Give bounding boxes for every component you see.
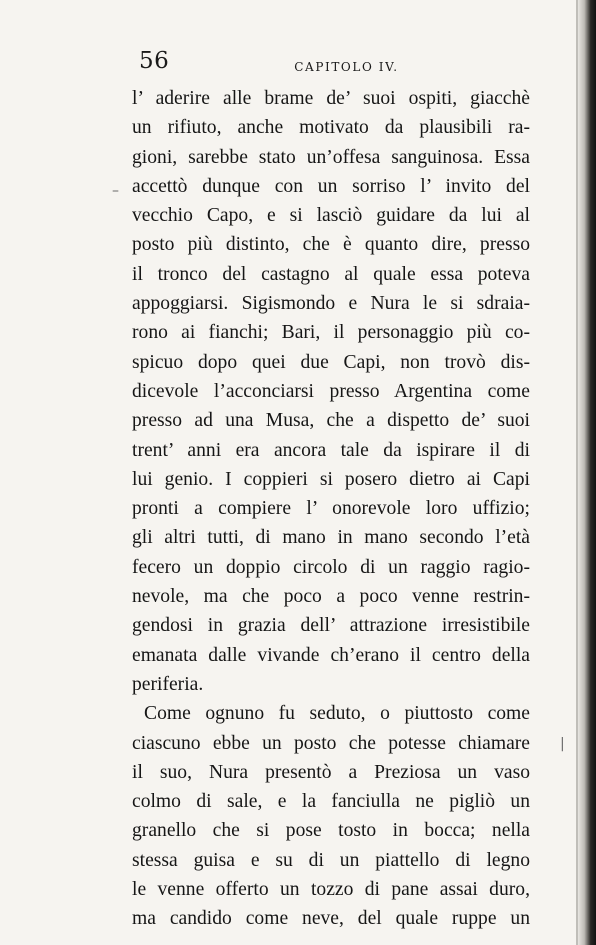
text-line: fecero un doppio circolo di un raggio ragio-: [132, 556, 530, 578]
text-line: trent’ anni era ancora tale da ispirare il di: [132, 439, 530, 461]
text-line: vecchio Capo, e si lasciò guidare da lui al: [132, 205, 530, 227]
text-line: emanata dalle vivande ch’erano il centro della: [132, 644, 530, 666]
text-line: spicuo dopo quei due Capi, non trovò dis-: [132, 351, 530, 373]
text-line: posto più distinto, che è quanto dire, presso: [132, 234, 530, 256]
text-line: stessa guisa e su di un piattello di legno: [132, 849, 530, 871]
margin-mark: –: [112, 183, 119, 199]
text-line: dicevole l’acconciarsi presso Argentina come: [132, 380, 530, 402]
text-line: gioni, sarebbe stato un’offesa sanguinosa. Essa: [132, 146, 530, 168]
text-line: pronti a compiere l’ onorevole loro uffizio;: [132, 498, 530, 520]
text-line: accettò dunque con un sorriso l’ invito del: [132, 175, 530, 197]
text-line: ma candido come neve, del quale ruppe un: [132, 908, 530, 930]
text-line: colmo di sale, e la fanciulla ne pigliò un: [132, 791, 530, 813]
margin-mark: |: [560, 736, 565, 752]
text-line: gli altri tutti, di mano in mano secondo l’età: [132, 527, 530, 549]
text-line: un rifiuto, anche motivato da plausibili ra-: [132, 117, 530, 139]
body-text: [132, 84, 530, 934]
text-line: appoggiarsi. Sigismondo e Nura le si sdraia-: [132, 293, 530, 315]
text-line: le venne offerto un tozzo di pane assai duro,: [132, 879, 530, 901]
text-line: nevole, ma che poco a poco venne restrin-: [132, 586, 530, 608]
text-line: Come ognuno fu seduto, o piuttosto come: [144, 703, 530, 725]
text-line: rono ai fianchi; Bari, il personaggio più co-: [132, 322, 530, 344]
text-line: gendosi in grazia dell’ attrazione irresistibile: [132, 615, 530, 637]
text-line: il tronco del castagno al quale essa poteva: [132, 263, 530, 285]
page-edge-shadow: [578, 0, 596, 945]
text-line: ciascuno ebbe un posto che potesse chiamare: [132, 732, 530, 754]
text-line: il suo, Nura presentò a Preziosa un vaso: [132, 761, 530, 783]
text-line: periferia.: [132, 673, 204, 695]
page-number: 56: [139, 48, 170, 74]
page-header: [135, 48, 530, 82]
text-line: lui genio. I coppieri si posero dietro ai Capi: [132, 468, 530, 490]
text-line: presso ad una Musa, che a dispetto de’ suoi: [132, 410, 530, 432]
text-line: l’ aderire alle brame de’ suoi ospiti, giacchè: [132, 88, 530, 109]
text-line: granello che si pose tosto in bocca; nella: [132, 820, 530, 842]
running-head: CAPITOLO IV.: [294, 60, 399, 74]
